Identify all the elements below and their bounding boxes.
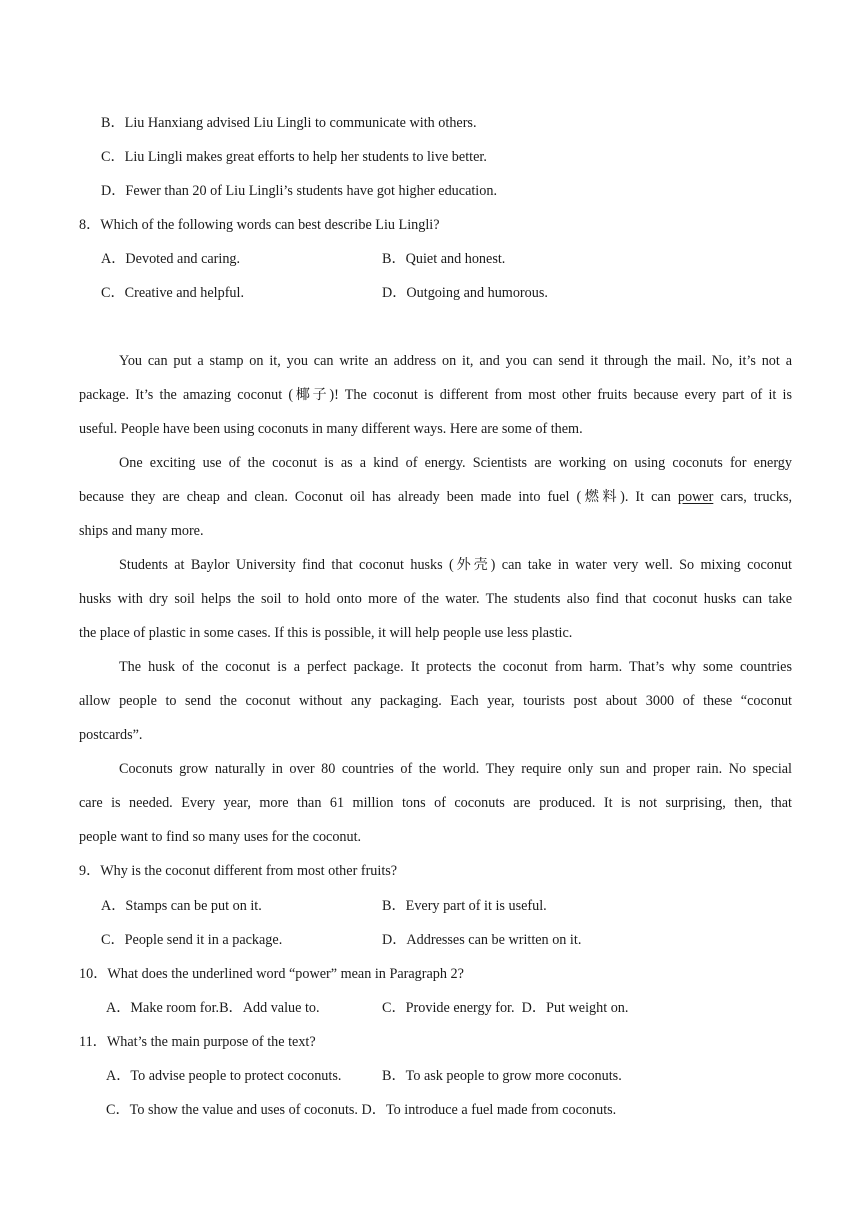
q10-question: 10．What does the underlined word “power” mean in Paragraph 2? xyxy=(79,966,464,982)
q7-option-d: D．Fewer than 20 of Liu Lingli’s students have got higher education. xyxy=(101,183,497,199)
passage-p5-line1: Coconuts grow naturally in over 80 countries of the world. They require only sun and proper rain. No special xyxy=(119,761,792,777)
passage-p1-line3: useful. People have been using coconuts in many different ways. Here are some of them. xyxy=(79,421,583,437)
q7-option-c: C．Liu Lingli makes great efforts to help her students to live better. xyxy=(101,149,487,165)
q9-question: 9．Why is the coconut different from most other fruits? xyxy=(79,863,398,879)
q8-option-d: D．Outgoing and humorous. xyxy=(382,285,548,301)
passage-p1-line1: You can put a stamp on it, you can write an address on it, and you can send it through the mail. No, it’s not a xyxy=(119,353,792,369)
q11-question: 11．What’s the main purpose of the text? xyxy=(79,1034,316,1050)
passage-p4-line2: allow people to send the coconut without any packaging. Each year, tourists post about 3000 of these “coconut xyxy=(79,693,792,709)
q10-options-cd: C．Provide energy for. D．Put weight on. xyxy=(382,1000,629,1016)
q8-question: 8．Which of the following words can best describe Liu Lingli? xyxy=(79,217,440,233)
passage-p2-line1: One exciting use of the coconut is as a kind of energy. Scientists are working on using coconuts for energy xyxy=(119,455,792,471)
q9-option-b: B．Every part of it is useful. xyxy=(382,898,547,914)
passage-p3-line2: husks with dry soil helps the soil to hold onto more of the water. The students also find that coconut husks can take xyxy=(79,591,792,607)
q8-option-a: A．Devoted and caring. xyxy=(101,251,241,267)
passage-p5-line3: people want to find so many uses for the coconut. xyxy=(79,829,362,845)
q11-option-b: B．To ask people to grow more coconuts. xyxy=(382,1068,622,1084)
passage-p3-line1: Students at Baylor University find that coconut husks (外壳) can take in water very well. So mixing coconut xyxy=(119,557,792,573)
q10-options-ab: A．Make room for.B．Add value to. xyxy=(106,1000,320,1016)
q8-option-c: C．Creative and helpful. xyxy=(101,285,245,301)
q11-option-a: A．To advise people to protect coconuts. xyxy=(106,1068,342,1084)
passage-p4-line1: The husk of the coconut is a perfect package. It protects the coconut from harm. That’s why some countries xyxy=(119,659,792,675)
passage-p3-line3: the place of plastic in some cases. If this is possible, it will help people use less plastic. xyxy=(79,625,573,641)
passage-p1-line2: package. It’s the amazing coconut (椰子)! The coconut is different from most other fruits because every part of it is xyxy=(79,387,792,403)
q9-option-d: D．Addresses can be written on it. xyxy=(382,932,582,948)
q8-option-b: B．Quiet and honest. xyxy=(382,251,506,267)
passage-p2-line2: because they are cheap and clean. Coconut oil has already been made into fuel (燃料). It can power cars, trucks, xyxy=(79,489,793,505)
q9-option-c: C．People send it in a package. xyxy=(101,932,283,948)
q9-option-a: A．Stamps can be put on it. xyxy=(101,898,262,914)
passage-p2-line3: ships and many more. xyxy=(79,523,204,539)
passage-p4-line3: postcards”. xyxy=(79,727,143,743)
passage-p5-line2: care is needed. Every year, more than 61 million tons of coconuts are produced. It is not surprising, then, that xyxy=(79,795,792,811)
underlined-word-power: power xyxy=(677,489,714,505)
q11-options-cd: C．To show the value and uses of coconuts. D．To introduce a fuel made from coconuts. xyxy=(106,1102,617,1118)
q7-option-b: B．Liu Hanxiang advised Liu Lingli to communicate with others. xyxy=(101,115,477,131)
